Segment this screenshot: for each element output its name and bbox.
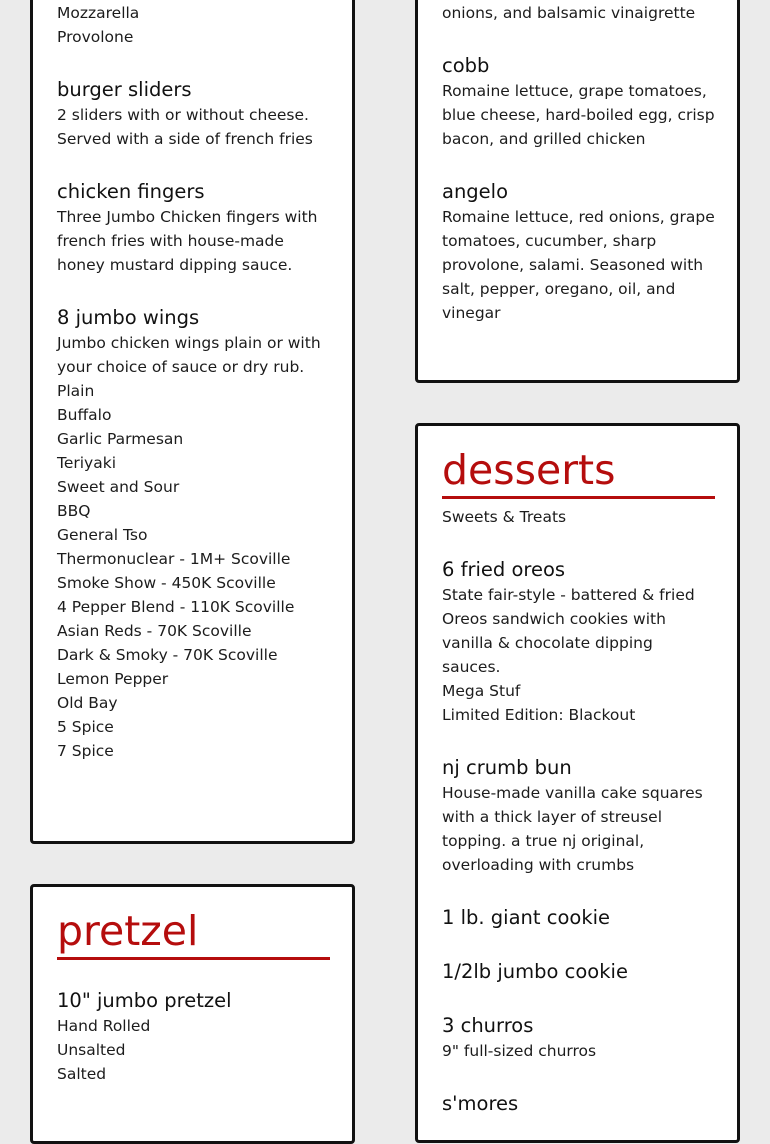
menu-item-jumbo-pretzel bbox=[57, 988, 330, 1086]
menu-option: 5 Spice bbox=[57, 718, 114, 736]
menu-card-pretzel bbox=[30, 884, 355, 1144]
menu-option: Garlic Parmesan bbox=[57, 430, 184, 448]
menu-option: General Tso bbox=[57, 526, 148, 544]
menu-card-left bbox=[30, 0, 355, 844]
menu-option: Unsalted bbox=[57, 1041, 126, 1059]
menu-option: Sweet and Sour bbox=[57, 478, 180, 496]
menu-item-title: 10" jumbo pretzel bbox=[57, 989, 232, 1012]
menu-item-jumbo-cookie bbox=[442, 959, 715, 985]
menu-item-smores bbox=[442, 1091, 715, 1117]
option-list bbox=[57, 1014, 330, 1086]
menu-item-title: 3 churros bbox=[442, 1014, 534, 1037]
menu-option: Hand Rolled bbox=[57, 1017, 151, 1035]
menu-option: Dark & Smoky - 70K Scoville bbox=[57, 646, 278, 664]
menu-item-title: chicken fingers bbox=[57, 180, 205, 203]
cutoff-text: onions, and balsamic vinaigrette bbox=[442, 4, 696, 22]
menu-item-burger-sliders bbox=[57, 77, 330, 151]
menu-card-desserts bbox=[415, 423, 740, 1143]
menu-option: Old Bay bbox=[57, 694, 118, 712]
menu-option: Thermonuclear - 1M+ Scoville bbox=[57, 550, 291, 568]
menu-item-title: burger sliders bbox=[57, 78, 192, 101]
menu-item-description: House-made vanilla cake squares with a thick layer of streusel topping. a true nj original, overloading with crumbs bbox=[442, 784, 703, 874]
menu-item-title: cobb bbox=[442, 54, 490, 77]
menu-item-title: 6 fried oreos bbox=[442, 558, 566, 581]
menu-item-description: Romaine lettuce, grape tomatoes, blue cheese, hard-boiled egg, crisp bacon, and grilled chicken bbox=[442, 82, 715, 148]
option-list bbox=[57, 1, 330, 49]
menu-option: Limited Edition: Blackout bbox=[442, 706, 636, 724]
option-list bbox=[57, 379, 330, 763]
menu-item-jumbo-wings bbox=[57, 305, 330, 763]
menu-option: Teriyaki bbox=[57, 454, 117, 472]
menu-item-title: 1/2lb jumbo cookie bbox=[442, 960, 628, 983]
menu-option: Plain bbox=[57, 382, 95, 400]
menu-item-description: 2 sliders with or without cheese. Served with a side of french fries bbox=[57, 106, 313, 148]
menu-card-right bbox=[415, 0, 740, 383]
menu-option: BBQ bbox=[57, 502, 91, 520]
menu-item-cobb bbox=[442, 53, 715, 151]
menu-option: Provolone bbox=[57, 28, 134, 46]
menu-option: Smoke Show - 450K Scoville bbox=[57, 574, 276, 592]
menu-item-title: 1 lb. giant cookie bbox=[442, 906, 611, 929]
section-title: pretzel bbox=[57, 905, 330, 960]
menu-item-fried-oreos bbox=[442, 557, 715, 727]
menu-option: Lemon Pepper bbox=[57, 670, 169, 688]
menu-item-title: 8 jumbo wings bbox=[57, 306, 200, 329]
menu-option: Buffalo bbox=[57, 406, 112, 424]
menu-item-churros bbox=[442, 1013, 715, 1063]
menu-option: Mega Stuf bbox=[442, 682, 521, 700]
option-list bbox=[442, 679, 715, 727]
section-title: desserts bbox=[442, 444, 715, 499]
menu-item-angelo bbox=[442, 179, 715, 325]
menu-item-description: Three Jumbo Chicken fingers with french fries with house-made honey mustard dipping sauce. bbox=[57, 208, 318, 274]
menu-item-title: nj crumb bun bbox=[442, 756, 572, 779]
menu-item-description: 9" full-sized churros bbox=[442, 1042, 597, 1060]
menu-option: 4 Pepper Blend - 110K Scoville bbox=[57, 598, 295, 616]
menu-option: 7 Spice bbox=[57, 742, 114, 760]
menu-item-title: s'mores bbox=[442, 1092, 519, 1115]
menu-item-description: Jumbo chicken wings plain or with your choice of sauce or dry rub. bbox=[57, 334, 321, 376]
menu-item-crumb-bun bbox=[442, 755, 715, 877]
menu-item-chicken-fingers bbox=[57, 179, 330, 277]
menu-item-giant-cookie bbox=[442, 905, 715, 931]
section-subtitle: Sweets & Treats bbox=[442, 508, 567, 526]
menu-option: Mozzarella bbox=[57, 4, 140, 22]
menu-option: Salted bbox=[57, 1065, 107, 1083]
menu-option: Asian Reds - 70K Scoville bbox=[57, 622, 252, 640]
menu-item-description: State fair-style - battered & fried Oreos sandwich cookies with vanilla & chocolate dipping sauces. bbox=[442, 586, 695, 676]
menu-item-title: angelo bbox=[442, 180, 509, 203]
menu-item-description: Romaine lettuce, red onions, grape tomatoes, cucumber, sharp provolone, salami. Seasoned with salt, pepper, oregano, oil, and vinegar bbox=[442, 208, 715, 322]
